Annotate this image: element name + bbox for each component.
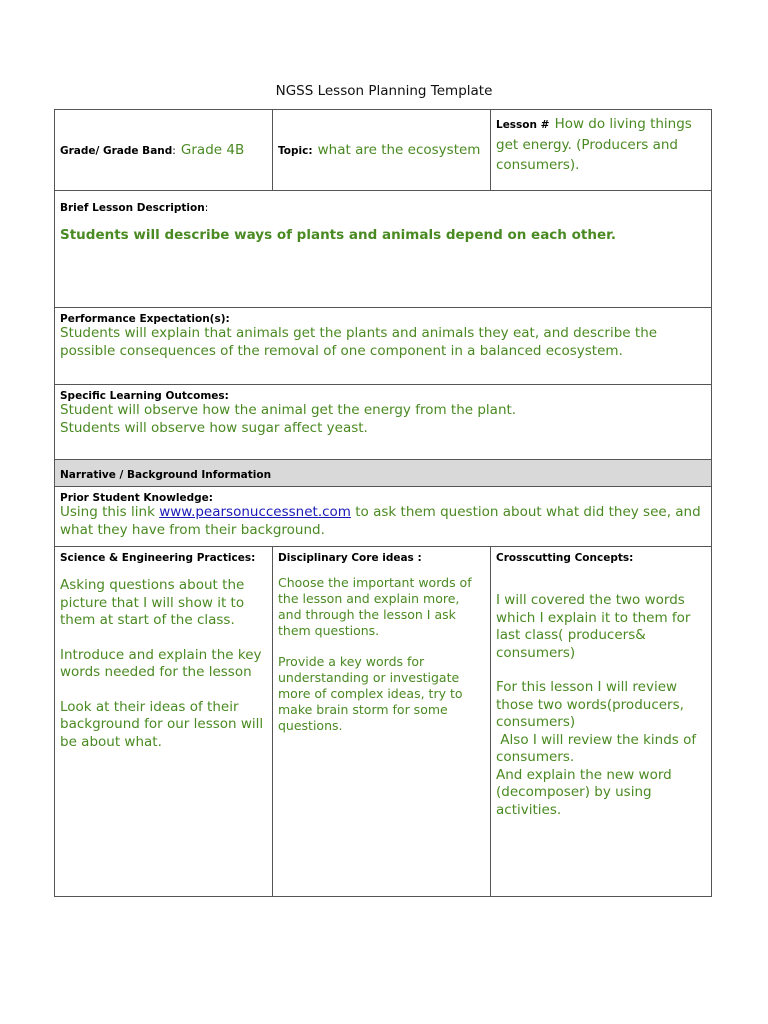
- crosscutting-cell: [491, 547, 712, 897]
- practices-item-3: Look at their ideas of their background for our lesson will be about what.: [60, 698, 264, 750]
- grade-value: Grade 4B: [180, 142, 245, 159]
- lesson-cell: [491, 110, 712, 191]
- crosscutting-item-1: I will covered the two words which I explain it to them for last class( producers& consumers): [496, 592, 691, 661]
- practices-item-2: Introduce and explain the key words needed for the lesson: [60, 646, 262, 680]
- grade-cell: [55, 110, 273, 191]
- page-title: NGSS Lesson Planning Template: [275, 83, 493, 99]
- prior-text-before: Using this link: [60, 504, 160, 520]
- practices-label: Science & Engineering Practices:: [60, 552, 256, 564]
- performance-cell: [55, 308, 712, 385]
- topic-label: Topic:: [278, 145, 313, 158]
- core-ideas-cell: [273, 547, 491, 897]
- prior-text-after: to ask them question about what did they see, and what they have from their background.: [60, 504, 701, 538]
- outcomes-line-2: Students will observe how sugar affect yeast.: [60, 419, 368, 436]
- core-ideas-item-1: Choose the important words of the lesson and explain more, and through the lesson I ask them questions.: [278, 575, 472, 638]
- performance-label: Performance Expectation(s):: [60, 313, 230, 325]
- outcomes-line-1: Student will observe how the animal get the energy from the plant.: [60, 402, 517, 418]
- pearson-link[interactable]: www.pearsonuccessnet.com: [159, 504, 351, 520]
- performance-text: Students will explain that animals get the plants and animals they eat, and describe the possible consequences of the removal of one component in a balanced ecosystem.: [60, 325, 658, 359]
- lesson-plan-table: [54, 109, 712, 897]
- prior-text: [60, 504, 706, 539]
- outcomes-cell: [55, 385, 712, 460]
- narrative-row: [55, 460, 712, 487]
- brief-row: [55, 191, 712, 308]
- lesson-label: Lesson #: [496, 119, 550, 131]
- crosscutting-item-3: Also I will review the kinds of consumers.: [496, 731, 701, 765]
- topic-cell: [273, 110, 491, 191]
- core-ideas-item-2: Provide a key words for understanding or investigate more of complex ideas, try to make brain storm for some questions.: [278, 654, 463, 733]
- grade-label: Grade/ Grade Band: [60, 145, 173, 158]
- prior-row: [55, 487, 712, 547]
- brief-cell: [55, 191, 712, 308]
- practices-item-1: Asking questions about the picture that I will show it to them at start of the class.: [60, 577, 245, 628]
- brief-separator: :: [204, 202, 209, 214]
- crosscutting-item-2: For this lesson I will review those two words(producers, consumers): [496, 679, 684, 730]
- lesson-value: How do living things get energy. (Producers and consumers).: [496, 116, 692, 173]
- performance-row: [55, 308, 712, 385]
- practices-cell: [55, 547, 273, 897]
- header-row: [55, 110, 712, 191]
- prior-label: Prior Student Knowledge:: [60, 492, 213, 504]
- crosscutting-label: Crosscutting Concepts:: [496, 552, 634, 564]
- prior-cell: [55, 487, 712, 547]
- practices-row: [55, 547, 712, 897]
- crosscutting-item-4: And explain the new word (decomposer) by using activities.: [496, 766, 672, 818]
- narrative-cell: [55, 460, 712, 487]
- grade-separator: :: [172, 145, 176, 158]
- narrative-label: Narrative / Background Information: [60, 469, 272, 481]
- brief-label: Brief Lesson Description: [60, 202, 205, 214]
- core-ideas-label: Disciplinary Core ideas :: [278, 552, 422, 564]
- outcomes-row: [55, 385, 712, 460]
- topic-value: what are the ecosystem: [317, 142, 481, 159]
- outcomes-label: Specific Learning Outcomes:: [60, 390, 229, 402]
- brief-text: Students will describe ways of plants and animals depend on each other.: [60, 227, 616, 243]
